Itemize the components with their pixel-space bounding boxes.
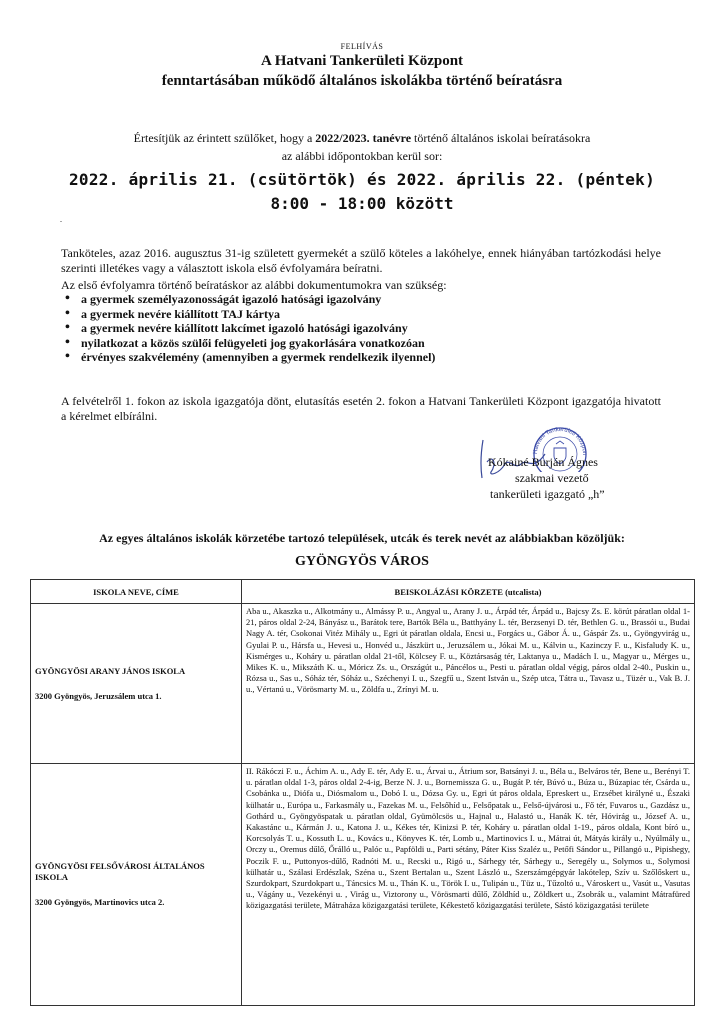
school-cell (31, 764, 242, 1006)
table-row (31, 764, 695, 1006)
notice-title-line1: A Hatvani Tankerületi Központ (260, 53, 464, 69)
notice-title-line2: fenntartásában működő általános iskolákba történő beíratásra (161, 73, 563, 89)
intro-text-pre: Értesítjük az érintett szülőket, hogy a (133, 131, 316, 145)
school-address: 3200 Gyöngyös, Martinovics utca 2. (35, 897, 165, 907)
list-item: • nyilatkozat a közös szülői felügyeleti jog gyakorlására vonatkozóan (61, 336, 661, 351)
school-name: GYÖNGYÖSI FELSŐVÁROSI ÁLTALÁNOS ISKOLA (35, 861, 205, 882)
street-list: II. Rákóczi F. u., Áchim A. u., Ady E. tér, Ady E. u., Árvai u., Átrium sor, Batsányi J. u., Béla u., Belváros tér, Bene u., Berényi T. u. páratlan oldal 1-3, páros oldal 2-4-ig, Berze N. J. u., Bornemissza G. u., Bugát P. tér, Búvó u., Búza u., Búzapiac tér, Csárda u., Csobánka u., Diófa u., Diósmalom u., Dobó I. u., Dózsa Gy. u., Egri út páros oldala, Epreskert u., Erzsébet királyné u., Északi külhatár u., Európa u., Farkasmály u., Fazekas M. u., Felsőhíd u., Felsőpatak u., Felső-újvárosi u., Fő tér, Fuvaros u., Gazdász u., Gothárd u., Gyöngyöspatak u. páratlan oldal, Gyümölcsös u., Hajnal u., Halastó u., Hanák K. tér, Hóvirág u., József A. u., Kakastánc u., Kármán J. u., Katona J. u., Kékes tér, Kinizsi P. tér, Koháry u. páratlan oldal 1-19., páros oldala, Kont bíró u., Korcsolyás T. u., Kossuth L. u., Kovács u., Könyves K. tér, Lomb u., Martinovics I. u., Mátrai út, Mátyás király u., Nyúlmály u., Orczy u., Oremus dűlő, Őrálló u., Palóc u., Papföldi u., Parti sétány, Páter Kiss Szaléz u., Petőfi Sándor u., Pillangó u., Pipishegy, Poczik F. u., Puttonyos-dűlő, Radnóti M. u., Recski u., Rigó u., Sárhegy tér, Sárhegy u., Seregély u., Solymos u., Solymosi külhatár u., Szálasi Erdészlak, Széna u., Szent Bertalan u., Szent László u., Szerszámgépgyár lakótelep, Szív u. Szőlőskert u., Szurdokpart, Szurdokpart u., Táncsics M. u., Thán K. u., Török I. u., Tulipán u., Tüz u., Tűzoltó u., Városkert u., Vasút u., Vasutas u., Vágány u., Vezekényi u. , Virág u., Viztorony u., Vörösmarti dűlő, Zöldhíd u., Zöldkert u., Zsobrák u., valamint Mátrafüred közigazgatási területe, Mátraháza közigazgatási területe, Kékestető közigazgatási területe, Sástó közigazgatási területe (242, 764, 695, 1006)
intro-line2: az alábbi időpontokban kerül sor: (281, 149, 443, 163)
list-item: • a gyermek személyazonosságát igazoló hatósági igazolvány (61, 292, 661, 307)
table-header-row (31, 580, 695, 604)
intro-text-post: történő általános iskolai beíratásokra (411, 131, 591, 145)
list-item: • érvényes szakvélemény (amennyiben a gyermek rendelkezik ilyennel) (61, 350, 661, 365)
signer-role: szakmai vezető (515, 471, 589, 485)
intro-school-year: 2022/2023. tanévre (315, 131, 412, 145)
city-title: GYÖNGYÖS VÁROS (295, 554, 429, 569)
documents-intro: Az első évfolyamra történő beíratáskor az alábbi dokumentumokra van szükség: (61, 278, 447, 292)
street-list: Aba u., Akaszka u., Alkotmány u., Almássy P. u., Angyal u., Arany J. u., Árpád tér, Árpád u., Bajcsy Zs. E. körút páratlan oldal 1-21, páros oldal 2-24, Bányász u., Barátok tere, Bartók Béla u., Batthyány L. tér, Berzsenyi D. tér, Bethlen G. u., Brassói u., Budai Nagy A. tér, Csokonai Vitéz Mihály u., Egri út páratlan oldala, Encsi u., Forgács u., Gábor Á. u., Gáspár Zs. u., Gyöngyvirág u., Gyulai P. u., Hársfa u., Hevesi u., Honvéd u., Jászkürt u., Jeruzsálem u., Jókai M. u., Kálvin u., Kazinczy F. u., Kisfaludy K. u., Kismérges u., Koháry u. páratlan oldal 21-től, Kölcsey F. u., Köztársaság tér, Laktanya u., Madách I. u., Magyar u., Mérges u., Mikes K. u., Mikszáth K. u., Móricz Zs. u., Országút u., Páncélos u., Pesti u. páratlan oldal végig, páros oldal 2-40., Puskin u., Rózsa u., Sas u., Sóház tér, Sóház u., Széchenyi I. u., Szegfű u., Szent István u., Szép utca, Tátra u., Tavasz u., Tüzér u., Vak B. J. u., Vértanú u., Vörösmarty M. u., Zöldfa u., Zrínyi M. u. (242, 604, 695, 764)
school-name: GYÖNGYÖSI ARANY JÁNOS ISKOLA (35, 665, 186, 676)
notice-kicker: FELHÍVÁS (340, 42, 384, 51)
signer-name: Kókainé Burján Ágnes (488, 455, 598, 469)
school-cell (31, 604, 242, 764)
districts-intro: Az egyes általános iskolák körzetébe tartozó települések, utcák és terek nevét az alábbiakban közöljük: (99, 531, 625, 545)
signer-title: tankerületi igazgató „h” (490, 487, 605, 501)
svg-text:Hatvani Tankerületi Központ: Hatvani Tankerületi Közpon (532, 426, 588, 456)
district-table (30, 579, 695, 1006)
table-row (31, 604, 695, 764)
intro-line1 (0, 131, 724, 146)
column-header-school: ISKOLA NEVE, CÍME (31, 580, 242, 604)
list-item: • a gyermek nevére kiállított lakcímet igazoló hatósági igazolvány (61, 321, 661, 336)
obligation-paragraph: Tanköteles, azaz 2016. augusztus 31-ig született gyermekét a szülő köteles a lakóhelye, ennek hiányában tartózkodási helye szerinti illetékes vagy a választott iskola első évfolyamára beíratni. (61, 246, 661, 275)
school-address: 3200 Gyöngyös, Jeruzsálem utca 1. (35, 690, 162, 701)
column-header-area: BEISKOLÁZÁSI KÖRZETE (utcalista) (242, 580, 695, 604)
stray-dot: . (60, 215, 62, 224)
list-item: • a gyermek nevére kiállított TAJ kártya (61, 307, 661, 322)
enrollment-dates: 2022. április 21. (csütörtök) és 2022. április 22. (péntek) (68, 170, 656, 189)
enrollment-hours: 8:00 - 18:00 között (270, 194, 454, 213)
appeal-paragraph: A felvételről 1. fokon az iskola igazgatója dönt, elutasítás esetén 2. fokon a Hatvani Tankerületi Központ igazgatója hivatott a kérelmet elbírálni. (61, 394, 661, 423)
documents-list (61, 292, 661, 365)
